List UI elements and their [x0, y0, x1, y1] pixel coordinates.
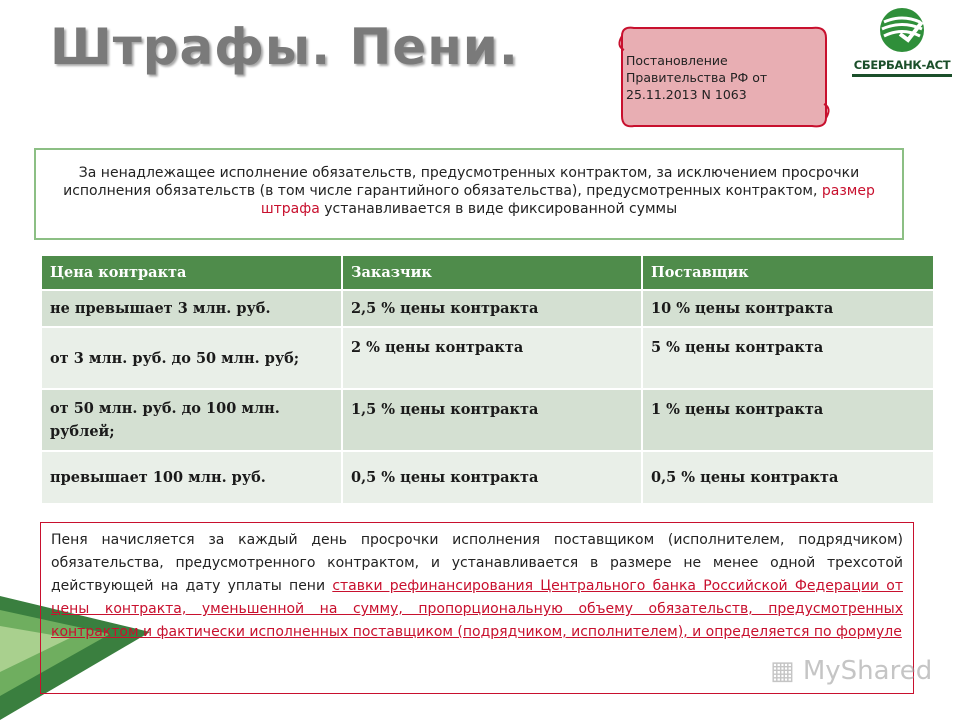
cell-price: не превышает 3 млн. руб.: [42, 290, 342, 327]
header-customer: Заказчик: [342, 256, 642, 290]
cell-customer: 2,5 % цены контракта: [342, 290, 642, 327]
fine-intro-box: [34, 148, 904, 240]
intro-highlight: размер штрафа: [260, 183, 875, 217]
cell-supplier: 1 % цены контракта: [642, 389, 933, 451]
cell-price: от 50 млн. руб. до 100 млн. рублей;: [42, 389, 342, 451]
cell-price: от 3 млн. руб. до 50 млн. руб;: [42, 327, 342, 389]
table-row: [42, 389, 933, 451]
logo-icon: [848, 4, 956, 58]
cell-supplier: 10 % цены контракта: [642, 290, 933, 327]
header-contract-price: Цена контракта: [42, 256, 342, 290]
intro-text-before: За ненадлежащее исполнение обязательств, предусмотренных контрактом, за исключением просрочки исполнения обязательств (в том числе гарантийного обязательства), предусмотренных контрактом,: [63, 165, 860, 199]
logo-wordmark: СБЕРБАНК-АСТ: [853, 58, 951, 72]
table-row: [42, 290, 933, 327]
watermark-text: MyShared: [802, 656, 933, 686]
fines-table: [42, 256, 933, 503]
decree-line-3: 25.11.2013 N 1063: [626, 87, 747, 102]
watermark: [770, 656, 932, 686]
cell-supplier: 5 % цены контракта: [642, 327, 933, 389]
cell-customer: 1,5 % цены контракта: [342, 389, 642, 451]
cell-customer: 2 % цены контракта: [342, 327, 642, 389]
watermark-icon: ▦: [770, 656, 803, 686]
header-supplier: Поставщик: [642, 256, 933, 290]
sberbank-ast-logo: [848, 4, 956, 80]
decree-line-2: Правительства РФ от: [626, 70, 768, 85]
table-row: [42, 451, 933, 503]
cell-price: превышает 100 млн. руб.: [42, 451, 342, 503]
slide-title: Штрафы. Пени.: [50, 18, 519, 76]
cell-supplier: 0,5 % цены контракта: [642, 451, 933, 503]
penalty-text: Пеня начисляется за каждый день просрочки исполнения поставщиком (исполнителем, подрядчиком) обязательства, предусмотренного контрактом, и устанавливается в размере не менее одной трехсотой действующей на дату уплаты пени: [51, 532, 903, 594]
logo-underline: [852, 74, 952, 77]
table-header-row: [42, 256, 933, 290]
refinancing-rate-link[interactable]: ставки рефинансирования Центрального банка Российской Федерации от цены контракта, уменьшенной на сумму, пропорциональную объему обязательств, предусмотренных контрактом и фактически исполненных поставщиком (подрядчиком, исполнителем), и определяется по формуле: [51, 578, 903, 640]
cell-customer: 0,5 % цены контракта: [342, 451, 642, 503]
decree-line-1: Постановление: [626, 53, 728, 68]
decree-scroll: [612, 22, 832, 130]
table-row: [42, 327, 933, 389]
intro-text-after: устанавливается в виде фиксированной суммы: [319, 201, 678, 217]
